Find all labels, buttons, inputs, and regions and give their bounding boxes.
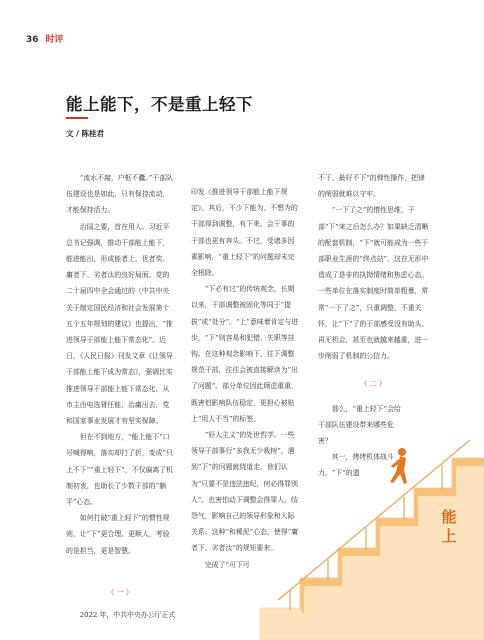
- paragraph: “下必有过”的传统观念，长期以来，干部调整被固化等同于“提拔”或“处分”。“上”意味着肯定与进步，“下”则容易和犯错、失职等挂钩。在这种观念影响下，往下调整规范干部，往往会被直接解读为“出了问题”。部分单位因此顾虑重重，既害怕影响队伍稳定，更担心被贴上“用人不当”的标签。: [191, 285, 299, 423]
- paragraph: 2022 年，中共中央办公厅正式: [79, 611, 176, 620]
- paragraph: 印发《推进领导干部能上能下规定》。其后，不少下能为、不想为的干部得到调整，有下来。会干事的干部也更有奔头。不过，受诸多因素影响，“重上轻下”的问题却未完全根除。: [191, 188, 298, 278]
- subheading-1: （一）: [106, 587, 136, 597]
- paragraph: 如何打破“重上轻下”的惯性规则，让“下”更合理、更顺人，考验的是担当，更是智慧。: [66, 514, 170, 555]
- stairs-side-label: [437, 508, 461, 546]
- paragraph: “好人主义”的处世哲学。一些领导干部事行“多我无少栽树”，遇到“下”的问题就绕道走。他们认为“只要不是违法违纪，何必得罪别人”。也害怕动下调整会得罪人，结怨气，影响自己的领导形象和人际关系。这种“和稀泥”心态，使得“庸者下、劣者汰”的规矩要来。: [191, 431, 299, 553]
- paragraph: 不下，最好不下”的弹性操作，把律的削弱就难以守牢。: [318, 174, 425, 199]
- article-byline: 文 / 陈桂君: [66, 129, 104, 138]
- paragraph: “流水不腐，户枢不蠹。”干部队伍建设也是如此，只有保持流动，才能保持活力。: [66, 174, 173, 215]
- side-label-char: 能: [441, 508, 457, 526]
- paragraph: 那么，“重上轻下”会给干部队伍建设带来哪些危害？: [318, 404, 401, 446]
- paragraph: 完成了“可下可: [204, 560, 250, 569]
- side-label-char: 上: [441, 527, 457, 545]
- paragraph: 其一，烤烤机体战斗力。“下”的遗: [318, 453, 394, 478]
- column-2: [191, 184, 301, 573]
- column-1: [66, 170, 176, 623]
- paragraph: “一下了之”的惰性思维，干部“下”来之后怎么办？如果缺乏清晰的配套机制，“下”就可能成为一些干部职业生涯的“终点站”，这在无形中造成了是非的执拗情绪和焦虑心态。一些单位在落实制度时简单粗暴，常常“一下了之”，只重调整，不重关怀，让“下”了的干部感受没有助头、再无机会，甚至也就越来越重，进一步削弱了机制的公信力。: [318, 206, 429, 361]
- column-3: [318, 170, 430, 482]
- article-title: 能上能下，不是重上轻下: [66, 95, 253, 114]
- page-number: 36: [26, 35, 39, 45]
- paragraph: 治国之要，首在用人。习近平总书记强调，推动干部能上能下，能进能出，形成能者上、优者奖、庸者下、劣者汰的良好局面。党的二十届四中全会通过的《中共中央关于制定国民经济和社会发展第十五个五年规划的建议》也提出，“推进领导干部能上能下常态化”。近日，《人民日报》刊发文章《让领导干部能上能下成为常态》，强调比实推进领导干部能上能下常态化，从市主由电选肾任能、治庸出去，党和国家事业发展才有坚实保障。: [66, 222, 173, 426]
- paragraph: 但在不到地方，“能上能下”口号喊得响，落实却打了折，变成“只上不下”“重上轻下”，不仅偏离了机制初衷，也助长了少数干部的“躺平”心态。: [66, 433, 174, 507]
- subheading-2: （二）: [359, 379, 389, 389]
- section-label: 时评: [45, 35, 64, 45]
